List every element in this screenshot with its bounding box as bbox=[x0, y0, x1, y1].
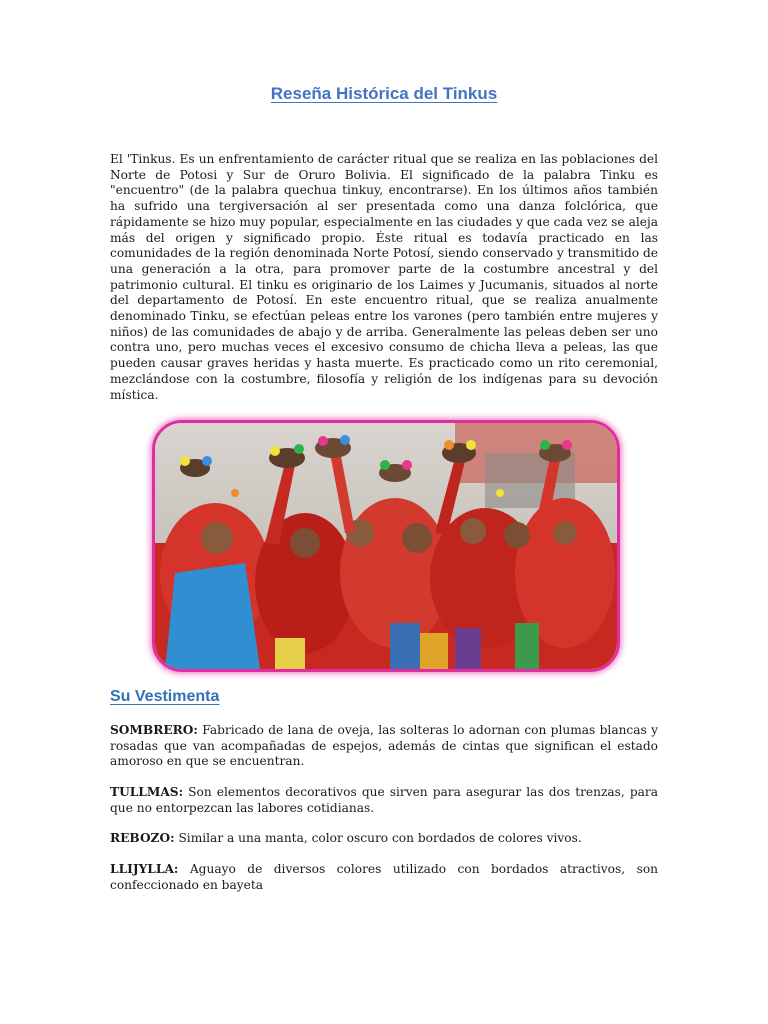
item-term: SOMBRERO: bbox=[110, 723, 198, 737]
vestimenta-item-llijylla bbox=[110, 862, 658, 893]
vestimenta-item-tullmas bbox=[110, 785, 658, 816]
intro-paragraph: El 'Tinkus. Es un enfrentamiento de carácter ritual que se realiza en las poblaciones del Norte de Potosi y Sur de Oruro Bolivia. El significado de la palabra Tinku es "encuentro" (de la palabra quechua tinkuy, encontrarse). En los últimos años también ha sufrido una tergiversación al ser presentada como una danza folclórica, que rápidamente se hizo muy popular, especialmente en las ciudades y que cada vez se aleja más del origen y significado propio. Éste ritual es todavía practicado en las comunidades de la región denominada Norte Potosí, siendo conservado y transmitido de una generación a la otra, para promover parte de la costumbre ancestral y del patrimonio cultural. El tinku es originario de los Laimes y Jucumanis, situados al norte del departamento de Potosí. En este encuentro ritual, que se realiza anualmente denominado Tinku, se efectúan peleas entre los varones (pero también entre mujeres y niños) de las comunidades de abajo y de arriba. Generalmente las peleas deben ser uno contra uno, pero muchas veces el excesivo consumo de chicha lleva a peleas, las que pueden causar graves heridas y hasta muerte. Es practicado como un rito ceremonial, mezclándose con la costumbre, filosofía y religión de los indígenas para su devoción mística. bbox=[110, 152, 658, 402]
photo-illustration bbox=[155, 423, 617, 669]
item-description: Aguayo de diversos colores utilizado con bordados atractivos, son confeccionado en bayeta bbox=[110, 862, 659, 892]
document-title: Reseña Histórica del Tinkus bbox=[270, 84, 498, 103]
vestimenta-item-rebozo bbox=[110, 831, 658, 847]
vestimenta-item-sombrero bbox=[110, 723, 658, 770]
section-title-vestimenta: Su Vestimenta bbox=[110, 688, 220, 705]
tinku-dancers-photo bbox=[152, 420, 620, 672]
item-description: Fabricado de lana de oveja, las solteras lo adornan con plumas blancas y rosadas que van acompañadas de espejos, además de cintas que significan el estado amoroso en que se encuentran. bbox=[110, 723, 658, 769]
item-term: REBOZO: bbox=[110, 831, 175, 845]
item-term: LLIJYLLA: bbox=[110, 862, 179, 876]
item-term: TULLMAS: bbox=[110, 785, 184, 799]
item-description: Similar a una manta, color oscuro con bordados de colores vivos. bbox=[178, 831, 582, 845]
item-description: Son elementos decorativos que sirven para asegurar las dos trenzas, para que no entorpezcan las labores cotidianas. bbox=[110, 785, 659, 815]
